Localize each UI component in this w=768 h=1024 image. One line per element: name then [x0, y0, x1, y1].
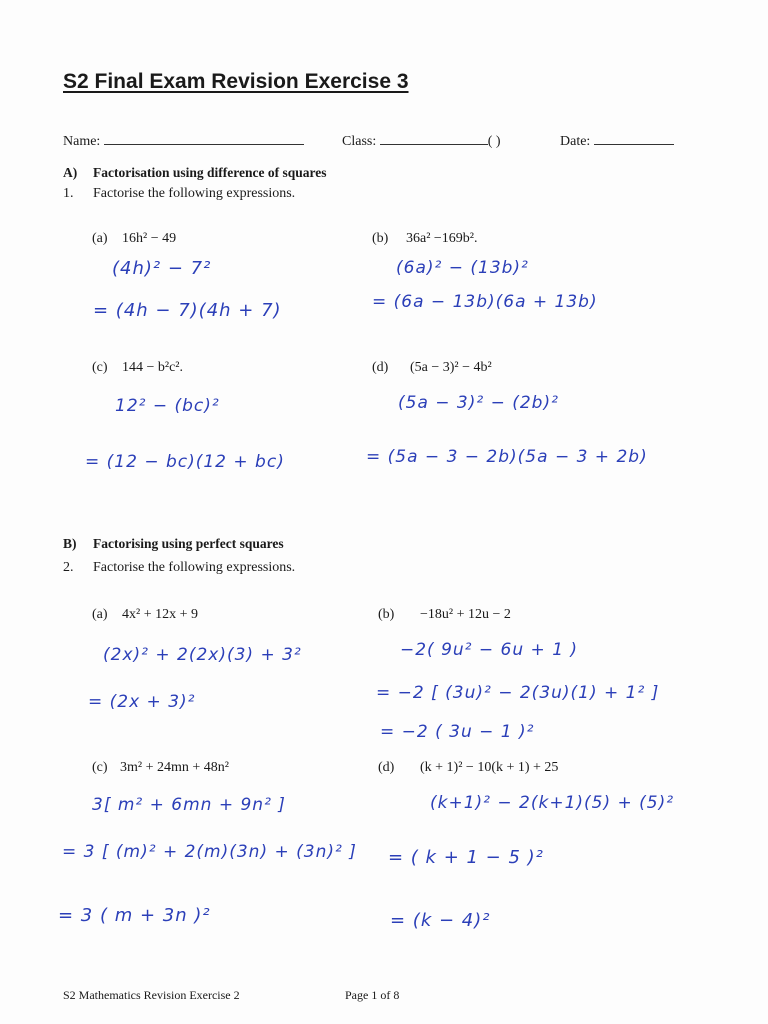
- q1c-work-line-1: 12² − (bc)²: [115, 396, 220, 416]
- q1a-work-line-2: = (4h − 7)(4h + 7): [93, 300, 282, 321]
- q1c-work-line-2: = (12 − bc)(12 + bc): [85, 452, 285, 472]
- date-field[interactable]: [560, 130, 674, 150]
- q2d-label: (d): [378, 760, 395, 775]
- q2d-work-line-3: = (k − 4)²: [390, 910, 491, 931]
- name-field[interactable]: [63, 130, 304, 150]
- q1d-label: (d): [372, 360, 389, 375]
- q2a-expression: 4x² + 12x + 9: [122, 607, 198, 622]
- q2a-label: (a): [92, 607, 108, 622]
- name-blank[interactable]: [104, 130, 304, 145]
- q2b-expression: −18u² + 12u − 2: [420, 607, 511, 622]
- q1b-work-line-2: = (6a − 13b)(6a + 13b): [372, 292, 598, 312]
- q2d-work-line-2: = ( k + 1 − 5 )²: [388, 847, 544, 868]
- class-index-paren: ( ): [487, 134, 501, 149]
- q1a-expression: 16h² − 49: [122, 231, 177, 246]
- q2b-label: (b): [378, 607, 395, 622]
- q2d-expression: (k + 1)² − 10(k + 1) + 25: [420, 760, 559, 775]
- q1c-expression: 144 − b²c².: [122, 360, 184, 375]
- q2c-work-line-2: = 3 [ (m)² + 2(m)(3n) + (3n)² ]: [62, 842, 357, 862]
- q2b-work-line-2: = −2 [ (3u)² − 2(3u)(1) + 1² ]: [376, 683, 660, 703]
- q2b-work-line-3: = −2 ( 3u − 1 )²: [380, 722, 535, 742]
- q2d-work-line-1: (k+1)² − 2(k+1)(5) + (5)²: [430, 793, 675, 813]
- date-blank[interactable]: [594, 130, 674, 145]
- q2c-work-line-3: = 3 ( m + 3n )²: [58, 905, 211, 926]
- section-a-title: Factorisation using difference of squares: [93, 165, 327, 180]
- footer-title: S2 Mathematics Revision Exercise 2: [63, 988, 240, 1002]
- q1b-label: (b): [372, 231, 389, 246]
- q1d-work-line-1: (5a − 3)² − (2b)²: [398, 393, 559, 413]
- class-field[interactable]: [342, 130, 501, 150]
- date-label: Date:: [560, 134, 591, 149]
- footer-page-number: Page 1 of 8: [345, 988, 400, 1002]
- q2b-work-line-1: −2( 9u² − 6u + 1 ): [400, 640, 579, 660]
- section-b-title: Factorising using perfect squares: [93, 536, 284, 551]
- question-2-instruction: Factorise the following expressions.: [93, 560, 296, 575]
- q1a-work-line-1: (4h)² − 7²: [112, 258, 212, 279]
- section-a-letter: A): [63, 165, 78, 180]
- page-title: S2 Final Exam Revision Exercise 3: [63, 70, 409, 93]
- name-label: Name:: [63, 134, 101, 149]
- question-1-number: 1.: [63, 186, 74, 201]
- q2c-label: (c): [92, 760, 108, 775]
- q1a-label: (a): [92, 231, 108, 246]
- q1b-work-line-1: (6a)² − (13b)²: [396, 258, 529, 278]
- q1d-work-line-2: = (5a − 3 − 2b)(5a − 3 + 2b): [366, 447, 648, 467]
- class-label: Class:: [342, 134, 377, 149]
- question-2-number: 2.: [63, 560, 74, 575]
- q1c-label: (c): [92, 360, 108, 375]
- section-b-letter: B): [63, 536, 77, 551]
- q2c-expression: 3m² + 24mn + 48n²: [120, 760, 229, 775]
- q2a-work-line-2: = (2x + 3)²: [88, 692, 196, 712]
- q1b-expression: 36a² −169b².: [406, 231, 478, 246]
- q1d-expression: (5a − 3)² − 4b²: [410, 360, 492, 375]
- q2a-work-line-1: (2x)² + 2(2x)(3) + 3²: [103, 645, 302, 665]
- class-blank[interactable]: [380, 130, 488, 145]
- question-1-instruction: Factorise the following expressions.: [93, 186, 296, 201]
- q2c-work-line-1: 3[ m² + 6mn + 9n² ]: [92, 795, 286, 815]
